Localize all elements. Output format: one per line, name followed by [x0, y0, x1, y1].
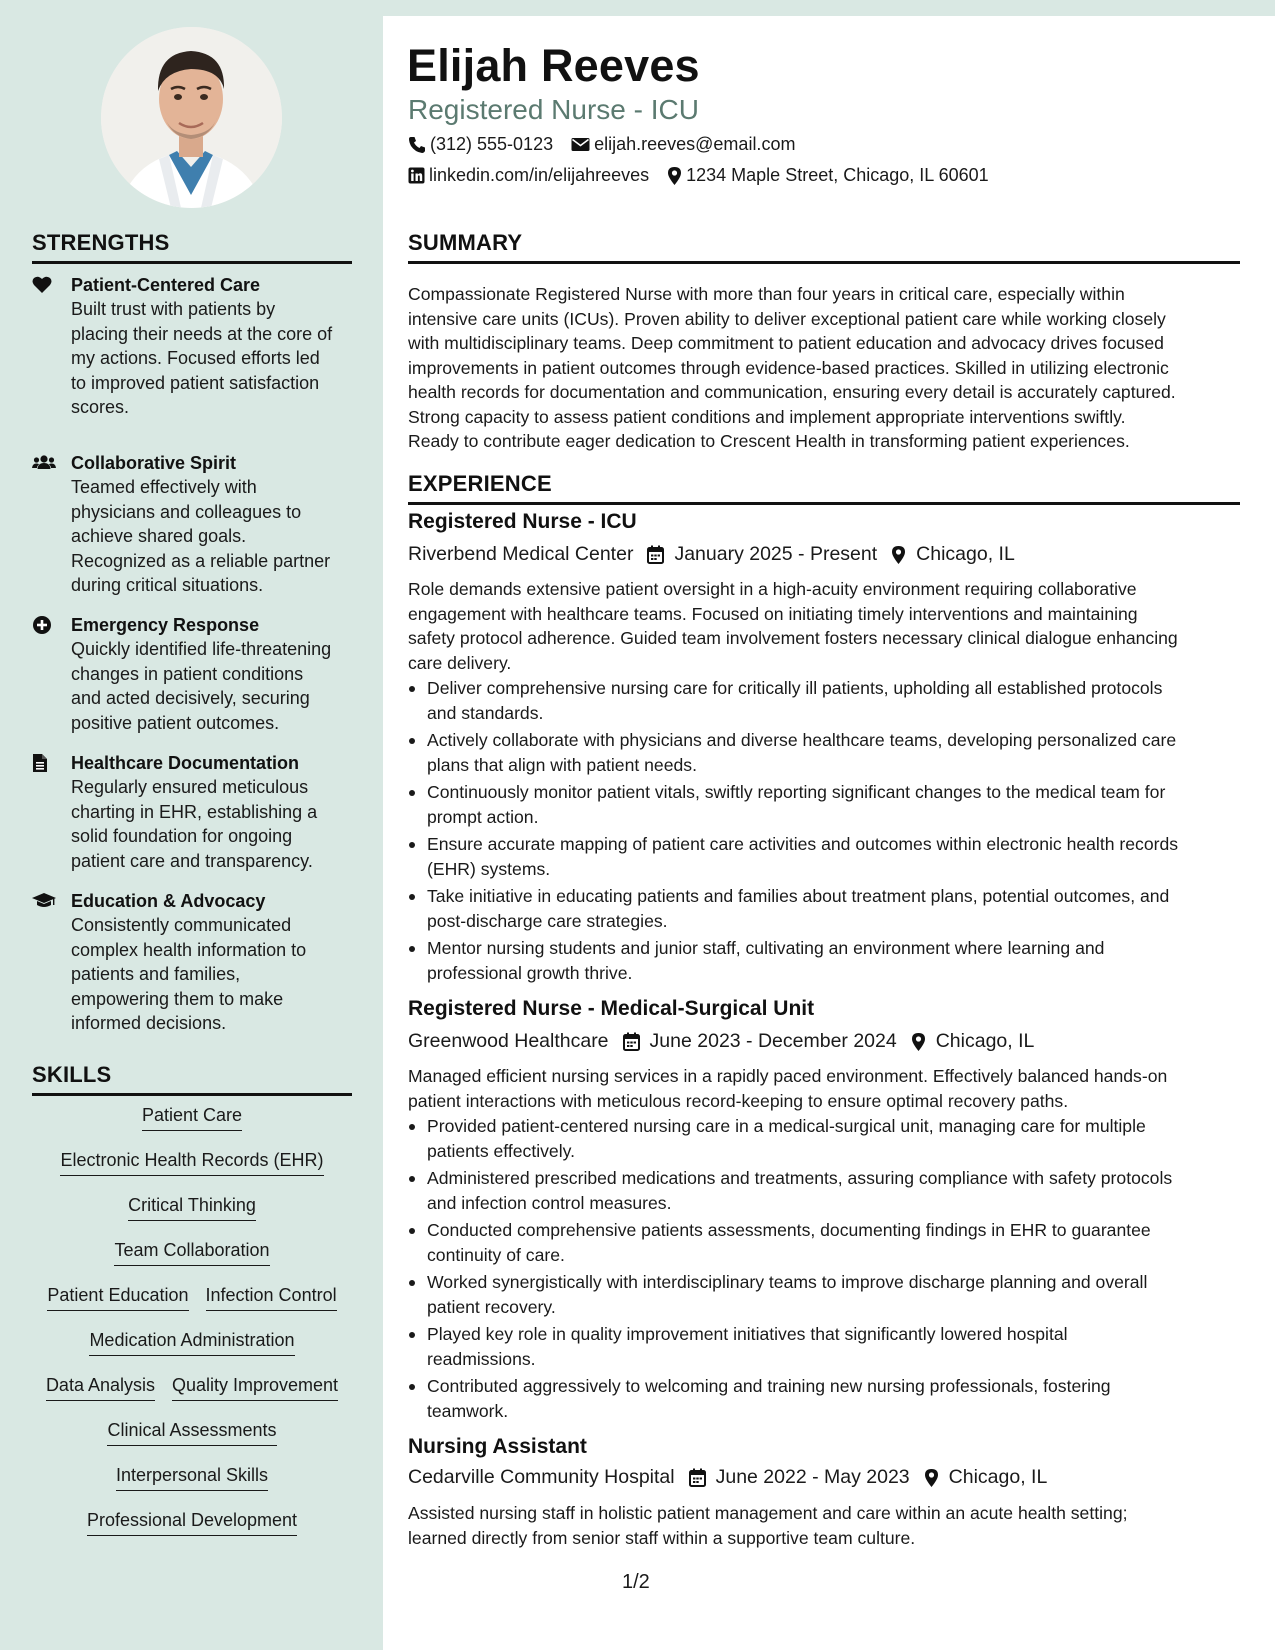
job-description: Assisted nursing staff in holistic patient management and care within an acute health setting; learned directly from senior staff within a supportive team culture.	[408, 1503, 1128, 1548]
map-pin-icon	[667, 166, 682, 186]
strength-item-healthcare-documentation	[32, 751, 352, 873]
skill-tag: Patient Care	[142, 1103, 242, 1131]
list-item: Worked synergistically with interdisciplinary teams to improve discharge planning and overall patient recovery.	[408, 1270, 1243, 1319]
skill-tag: Infection Control	[206, 1283, 337, 1311]
job-dates: June 2023 - December 2024	[649, 1030, 897, 1052]
list-item: Ensure accurate mapping of patient care activities and outcomes within electronic health records (EHR) systems.	[408, 832, 1243, 881]
candidate-role: Registered Nurse - ICU	[408, 94, 699, 125]
users-icon	[32, 453, 56, 473]
list-item: Take initiative in educating patients and families about treatment plans, potential outcomes, and post-discharge care strategies.	[408, 884, 1243, 933]
job-dates: June 2022 - May 2023	[715, 1466, 910, 1488]
email-icon	[571, 137, 590, 152]
candidate-name: Elijah Reeves	[407, 40, 700, 91]
strength-description: Built trust with patients by placing their needs at the core of my actions. Focused efforts led to improved patient satisfaction scores.	[71, 299, 333, 417]
contact-row-2	[408, 165, 989, 186]
strengths-heading: STRENGTHS	[32, 230, 352, 264]
strength-title: Patient-Centered Care	[71, 275, 261, 295]
linkedin-icon	[408, 167, 425, 184]
list-item: Conducted comprehensive patients assessments, documenting findings in EHR to guarantee continuity of care.	[408, 1218, 1243, 1267]
job-description: Managed efficient nursing services in a rapidly paced environment. Effectively balanced hands-on patient interactions with meticulous record-keeping to ensure optimal recovery paths.	[408, 1066, 1168, 1111]
graduation-cap-icon	[32, 891, 56, 911]
list-item: Administered prescribed medications and treatments, assuring compliance with safety protocols and infection control measures.	[408, 1166, 1243, 1215]
job-bullets	[408, 1114, 1243, 1426]
contact-row-1	[408, 134, 795, 155]
profile-photo	[101, 27, 282, 208]
map-pin-icon	[891, 545, 906, 565]
strength-title: Healthcare Documentation	[71, 753, 300, 773]
skill-tag: Team Collaboration	[114, 1238, 269, 1266]
company-name: Riverbend Medical Center	[408, 543, 634, 565]
top-band	[383, 0, 1275, 16]
plus-circle-icon	[32, 615, 56, 635]
strength-item-patient-centered-care	[32, 273, 352, 420]
job-meta	[408, 543, 1015, 566]
strength-description: Regularly ensured meticulous charting in EHR, establishing a solid foundation for ongoing patient care and transparency.	[71, 777, 318, 871]
email-link[interactable]: elijah.reeves@email.com	[594, 134, 796, 154]
company-name: Cedarville Community Hospital	[408, 1466, 675, 1488]
skill-tag: Quality Improvement	[172, 1373, 338, 1401]
skill-tag: Data Analysis	[46, 1373, 155, 1401]
job-meta	[408, 1030, 1034, 1053]
company-name: Greenwood Healthcare	[408, 1030, 609, 1052]
calendar-icon	[647, 545, 664, 564]
job-dates: January 2025 - Present	[674, 543, 878, 565]
strength-description: Teamed effectively with physicians and colleagues to achieve shared goals. Recognized as a reliable partner during critical situations.	[71, 477, 331, 595]
skill-tag: Patient Education	[47, 1283, 188, 1311]
experience-heading: EXPERIENCE	[408, 471, 1240, 505]
job-description: Role demands extensive patient oversight in a high-acuity environment requiring collaborative engagement with healthcare teams. Focused on initiating timely interventions and maintaining safety protocol adherence. Guided team involvement fosters necessary clinical dialogue enhancing care delivery.	[408, 579, 1178, 673]
linkedin-link[interactable]: linkedin.com/in/elijahreeves	[429, 165, 650, 185]
skill-tag: Interpersonal Skills	[116, 1463, 268, 1491]
list-item: Mentor nursing students and junior staff, cultivating an environment where learning and professional growth thrive.	[408, 936, 1243, 985]
strength-item-collaborative-spirit	[32, 451, 352, 598]
skill-tag: Clinical Assessments	[107, 1418, 276, 1446]
job-location: Chicago, IL	[935, 1030, 1035, 1052]
job-location: Chicago, IL	[948, 1466, 1048, 1488]
job-title: Registered Nurse - ICU	[408, 510, 637, 533]
page-number: 1/2	[622, 1571, 650, 1593]
strength-title: Collaborative Spirit	[71, 453, 237, 473]
list-item: Contributed aggressively to welcoming and training new nursing professionals, fostering teamwork.	[408, 1374, 1243, 1423]
skill-tag: Critical Thinking	[128, 1193, 256, 1221]
strength-title: Emergency Response	[71, 615, 260, 635]
skill-tag: Medication Administration	[89, 1328, 294, 1356]
skills-list	[32, 1103, 352, 1553]
skill-tag: Electronic Health Records (EHR)	[60, 1148, 323, 1176]
calendar-icon	[623, 1032, 640, 1051]
list-item: Actively collaborate with physicians and diverse healthcare teams, developing personalized care plans that align with patient needs.	[408, 728, 1243, 777]
strength-item-emergency-response	[32, 613, 352, 735]
job-meta	[408, 1466, 1047, 1489]
list-item: Continuously monitor patient vitals, swiftly reporting significant changes to the medical team for prompt action.	[408, 780, 1243, 829]
job-location: Chicago, IL	[916, 543, 1015, 565]
list-item: Played key role in quality improvement initiatives that significantly lowered hospital readmissions.	[408, 1322, 1243, 1371]
heart-icon	[32, 275, 56, 295]
calendar-icon	[689, 1468, 706, 1487]
summary-heading: SUMMARY	[408, 230, 1240, 264]
list-item: Provided patient-centered nursing care in a medical-surgical unit, managing care for multiple patients effectively.	[408, 1114, 1243, 1163]
list-item: Deliver comprehensive nursing care for critically ill patients, upholding all established protocols and standards.	[408, 676, 1243, 725]
skills-heading: SKILLS	[32, 1062, 352, 1096]
map-pin-icon	[924, 1468, 939, 1488]
phone-number[interactable]: (312) 555-0123	[430, 134, 554, 154]
address-text: 1234 Maple Street, Chicago, IL 60601	[686, 165, 989, 185]
skill-tag: Professional Development	[87, 1508, 297, 1536]
strength-description: Consistently communicated complex health information to patients and families, empowering them to make informed decisions.	[71, 915, 307, 1033]
job-title: Nursing Assistant	[408, 1435, 587, 1458]
strength-description: Quickly identified life-threatening changes in patient conditions and acted decisively, securing positive patient outcomes.	[71, 639, 332, 733]
summary-text: Compassionate Registered Nurse with more than four years in critical care, especially within intensive care units (ICUs). Proven ability to deliver exceptional patient care while working closely with multidisciplinary teams. Deep commitment to patient education and advocacy drives focused improvements in patient outcomes through evidence-based practices. Skilled in utilizing electronic health records for documentation and communication, ensuring every detail is accurately captured. Strong capacity to assess patient conditions and implement appropriate interventions swiftly. Ready to contribute eager dedication to Crescent Health in transforming patient experiences.	[408, 284, 1176, 451]
map-pin-icon	[911, 1032, 926, 1052]
job-bullets	[408, 676, 1243, 988]
strength-title: Education & Advocacy	[71, 891, 266, 911]
strength-item-education-advocacy	[32, 889, 352, 1036]
phone-icon	[408, 136, 426, 154]
document-icon	[32, 753, 56, 773]
job-title: Registered Nurse - Medical-Surgical Unit	[408, 997, 815, 1020]
